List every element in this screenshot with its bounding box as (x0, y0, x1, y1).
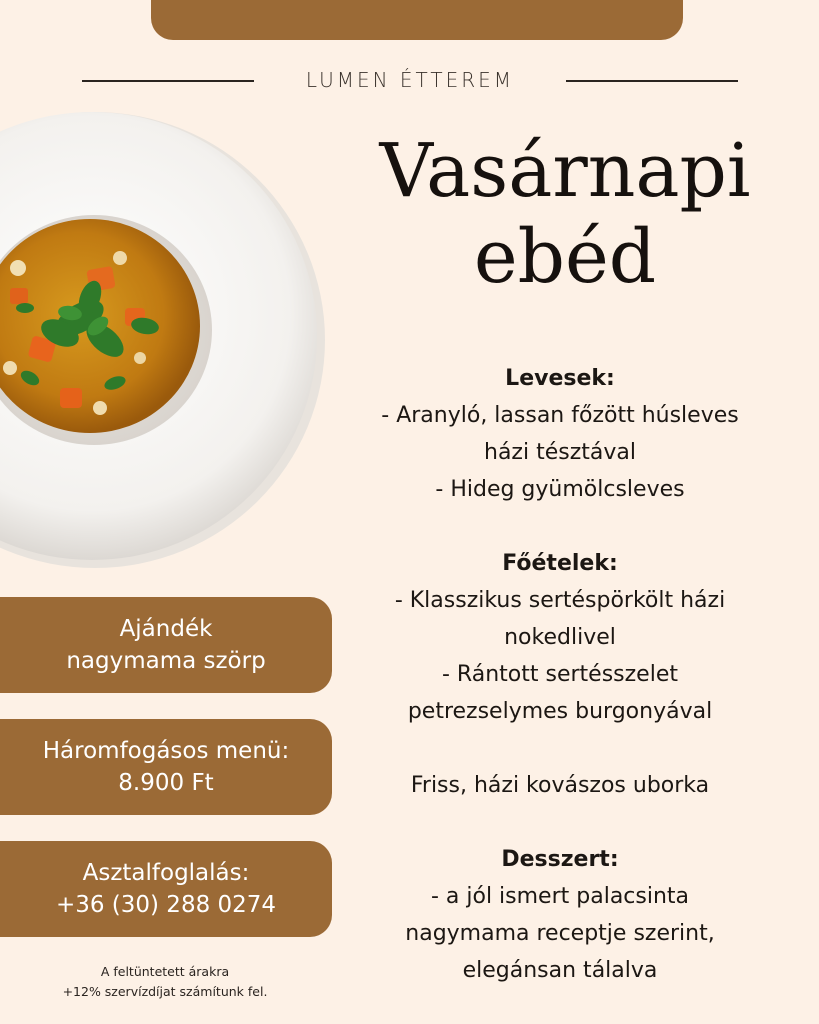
menu-price-label: Háromfogásos menü: (42, 738, 290, 764)
service-fee-note (10, 962, 320, 1002)
booking-label: Asztalfoglalás: (82, 860, 250, 886)
restaurant-name: LUMEN ÉTTEREM (305, 68, 515, 92)
dessert-line-1: - a jól ismert palacsinta (430, 884, 690, 909)
title-line-1: Vasárnapi (379, 128, 751, 214)
menu-price-value: 8.900 Ft (118, 770, 214, 796)
soup-plate-image (0, 108, 325, 568)
gift-drink-badge (0, 597, 332, 693)
menu-price-badge (0, 719, 332, 815)
soup-item-1-line-1: - Aranyló, lassan főzött húsleves (381, 403, 739, 428)
dessert-heading: Desszert: (501, 847, 619, 872)
title-line-2: ebéd (473, 214, 657, 300)
side-item: Friss, házi kovászos uborka (410, 773, 710, 798)
soups-heading: Levesek: (505, 366, 615, 391)
page-title (355, 128, 775, 300)
gift-line-1: Ajándék (119, 616, 213, 642)
note-line-1: A feltüntetett árakra (100, 964, 230, 979)
mains-heading: Főételek: (502, 551, 618, 576)
dessert-line-3: elegánsan tálalva (462, 958, 658, 983)
dessert-line-2: nagymama receptje szerint, (405, 921, 715, 946)
top-decorative-tab (151, 0, 683, 40)
main-item-1-line-2: nokedlivel (504, 625, 616, 650)
booking-phone: +36 (30) 288 0274 (55, 892, 277, 918)
main-item-2-line-1: - Rántott sertésszelet (442, 662, 678, 687)
gift-line-2: nagymama szörp (66, 648, 266, 674)
soup-item-1-line-2: házi tésztával (484, 440, 636, 465)
note-line-2: +12% szervízdíjat számítunk fel. (62, 984, 268, 999)
header-rule-left (82, 80, 254, 82)
booking-badge (0, 841, 332, 937)
main-item-2-line-2: petrezselymes burgonyával (407, 699, 713, 724)
header-rule-right (566, 80, 738, 82)
menu-list (350, 360, 770, 989)
soup-item-2: - Hideg gyümölcsleves (435, 477, 685, 502)
main-item-1-line-1: - Klasszikus sertéspörkölt házi (394, 588, 726, 613)
